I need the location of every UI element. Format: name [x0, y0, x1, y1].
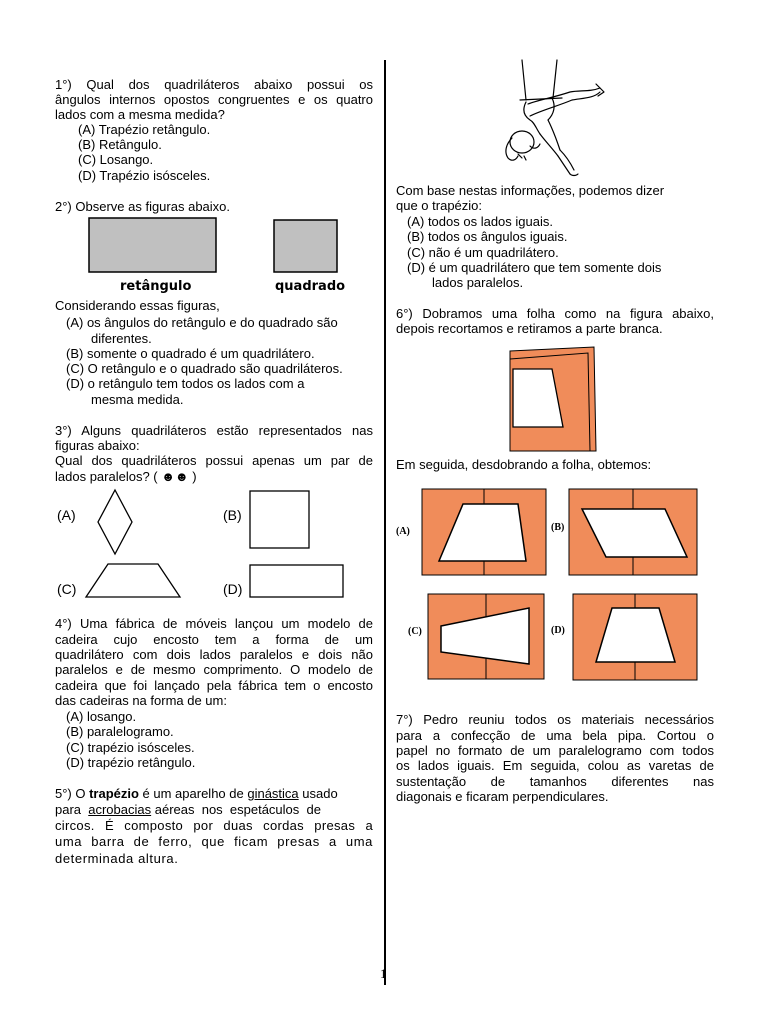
q6-after: Em seguida, desdobrando a folha, obtemos: [396, 457, 652, 472]
square-outline-figure [249, 490, 311, 550]
q5-line-5: determinada altura. [55, 851, 179, 866]
q6-label-c: (C) [408, 626, 422, 637]
q4-line-4: paralelos e de mesmo comprimento. O modelo de [55, 662, 373, 677]
q7-line-5: sustentação de tamanhos diferentes nas [396, 774, 714, 789]
q7-line-1: 7°) Pedro reuniu todos os materiais necessários [396, 712, 714, 727]
q3-line-4: lados paralelos? ( ☻☻ ) [55, 469, 197, 484]
q2-option-c: (C) O retângulo e o quadrado são quadriláteros. [66, 361, 343, 376]
q2-intro: Considerando essas figuras, [55, 298, 220, 313]
q4-option-a: (A) losango. [66, 709, 137, 724]
square-figure [273, 219, 339, 273]
q1-option-c: (C) Losango. [78, 152, 154, 167]
rhombus-figure [96, 489, 134, 556]
q5-link-ginastica[interactable]: ginástica [247, 786, 299, 801]
q5-line-2: para acrobacias aéreas nos espetáculos de [55, 802, 321, 817]
q3-label-d: (D) [223, 581, 243, 597]
q2-option-a-cont: diferentes. [91, 331, 152, 346]
q5-line-1: 5°) O trapézio é um aparelho de ginástica usado [55, 786, 338, 801]
q6-figure-a [421, 488, 547, 576]
q6-figure-b [568, 488, 698, 576]
column-divider [384, 60, 386, 985]
q2-option-a: (A) os ângulos do retângulo e do quadrado são [66, 315, 338, 330]
q5-line-3: circos. É composto por duas cordas presas a [55, 818, 373, 833]
q2-option-d-cont: mesma medida. [91, 392, 184, 407]
q6-figure-d [572, 593, 698, 681]
q2-option-b: (B) somente o quadrado é um quadrilátero. [66, 346, 315, 361]
trapezoid-figure [84, 562, 182, 599]
q7-line-6: diagonais e ficaram perpendiculares. [396, 789, 609, 804]
q4-line-5: cadeira que foi lançado pela fábrica tem o encosto [55, 678, 373, 693]
q5-cont-line-1: Com base nestas informações, podemos dizer [396, 183, 665, 198]
q6-figure-c [427, 593, 545, 680]
rectangle-outline-figure [249, 564, 345, 599]
page-number: 1 [380, 966, 387, 981]
q5-option-b: (B) todos os ângulos iguais. [407, 229, 568, 244]
q7-line-3: papel no formato de um paralelogramo com todos [396, 743, 714, 758]
q5-link-acrobacias[interactable]: acrobacias [88, 802, 152, 817]
q1-line-1: 1°) Qual dos quadriláteros abaixo possui os [55, 77, 373, 92]
q7-line-4: os lados iguais. Em seguida, colou as varetas de [396, 758, 714, 773]
q1-line-3: lados com a mesma medida? [55, 107, 225, 122]
q5-option-d-cont: lados paralelos. [432, 275, 524, 290]
square-label: quadrado [275, 279, 346, 294]
rectangle-label: retângulo [120, 279, 192, 294]
q7-line-2: para a confecção de uma bela pipa. Cortou o [396, 728, 714, 743]
q3-line-1: 3°) Alguns quadriláteros estão representados nas [55, 423, 373, 438]
rectangle-figure [88, 217, 218, 273]
q2-prompt: 2°) Observe as figuras abaixo. [55, 199, 231, 214]
q4-option-d: (D) trapézio retângulo. [66, 755, 196, 770]
q5-option-d: (D) é um quadrilátero que tem somente dois [407, 260, 662, 275]
q4-option-c: (C) trapézio isósceles. [66, 740, 195, 755]
q2-option-d: (D) o retângulo tem todos os lados com a [66, 376, 305, 391]
q6-label-a: (A) [396, 526, 410, 537]
q5-option-a: (A) todos os lados iguais. [407, 214, 553, 229]
q4-line-1: 4°) Uma fábrica de móveis lançou um modelo de [55, 616, 373, 631]
q4-line-2: cadeira cujo encosto tem a forma de um [55, 632, 373, 647]
q5-option-c: (C) não é um quadrilátero. [407, 245, 559, 260]
q5-line-4: uma barra de ferro, que ficam presas a uma [55, 834, 373, 849]
q4-option-b: (B) paralelogramo. [66, 724, 174, 739]
q3-label-b: (B) [223, 507, 242, 523]
q5-cont-line-2: que o trapézio: [396, 198, 483, 213]
q3-line-3: Qual dos quadriláteros possui apenas um par de [55, 453, 373, 468]
q1-option-a: (A) Trapézio retângulo. [78, 122, 211, 137]
q1-line-2: ângulos internos opostos congruentes e os quatro [55, 92, 373, 107]
q3-line-2: figuras abaixo: [55, 438, 140, 453]
trapeze-artist-illustration [500, 58, 610, 180]
q3-label-c: (C) [57, 581, 77, 597]
q6-line-2: depois recortamos e retiramos a parte branca. [396, 321, 663, 336]
q3-label-a: (A) [57, 507, 76, 523]
q5-bold-term: trapézio [89, 786, 139, 801]
q4-line-3: quadrilátero com dois lados paralelos e dois não [55, 647, 373, 662]
q1-option-d: (D) Trapézio isósceles. [78, 168, 211, 183]
q6-label-d: (D) [551, 625, 565, 636]
q6-label-b: (B) [551, 522, 565, 533]
q6-line-1: 6°) Dobramos uma folha como na figura abaixo, [396, 306, 714, 321]
q1-option-b: (B) Retângulo. [78, 137, 162, 152]
q4-line-6: das cadeiras na forma de um: [55, 693, 227, 708]
folded-sheet-figure [508, 345, 602, 453]
